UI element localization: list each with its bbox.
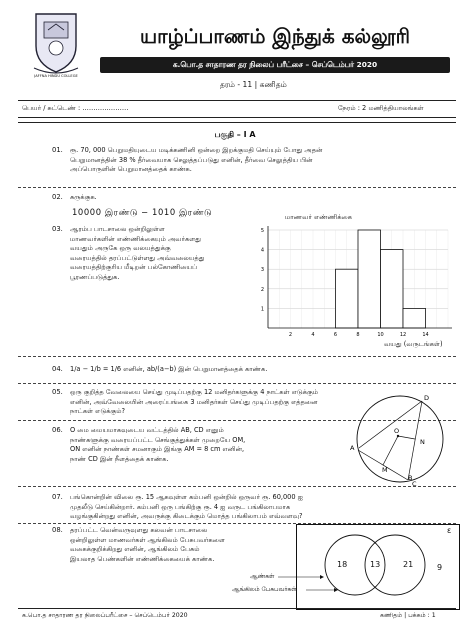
- venn-label-english: ஆங்கிலம் பேசுபவர்கள்: [232, 586, 297, 593]
- question-2-number: 02.: [52, 193, 63, 201]
- circle-point-label: A: [350, 444, 355, 452]
- q6-line: நாண் CD இன் நீளத்தைக் காண்க.: [70, 454, 169, 463]
- q7-line: முதலீடு செய்கின்றார். கம்பனி ஒரு பங்கிற்கு ரூ. 4 ஐ வருட பங்கிலாபமாக: [70, 502, 291, 511]
- q6-line: O மை மையமாகவுடைய வட்டத்தில் AB, CD எனும்: [70, 426, 224, 434]
- q5-line: எனின், அவ்வேலையின் அரைப்பங்கை 3 மனிதர்கள் செய்து முடிப்பதற்கு எத்தனை: [70, 397, 318, 406]
- footer-left: க.பொ.த சாதாரண தர நிலைப்பரீட்சை – செப்டெம்பர் 2020: [22, 612, 188, 619]
- venn-universal-symbol: ε: [447, 526, 452, 535]
- histogram-bar: [403, 308, 426, 328]
- histogram-bar: [336, 269, 359, 328]
- question-2-text: சுருக்குக.: [70, 193, 97, 201]
- histogram-title: மாணவர் எண்ணிக்கை: [285, 213, 353, 221]
- question-5-number: 05.: [52, 388, 63, 396]
- q8-line: தரப்பட்ட வென்வருவுளது கலவன் பாடசாலை: [70, 526, 208, 534]
- college-name: யாழ்ப்பாணம் இந்துக் கல்லூரி: [139, 24, 411, 48]
- q8-line: வகைக்குறிக்கிறது எனின், ஆங்கிலம் பேசும்: [70, 545, 200, 554]
- exam-banner-text: க.பொ.த சாதாரண தர நிலைப் பரீட்சை – செப்டெம்பர் 2020: [172, 60, 378, 69]
- question-4-number: 04.: [52, 365, 63, 373]
- histogram: [252, 222, 462, 340]
- q7-line: வழங்குகின்றது எனின், அவருக்கு கிடைக்கும் மொத்த பங்கிலாபம் எவ்வளவு?: [70, 512, 303, 521]
- exam-banner: [100, 57, 450, 73]
- circle-point-label: M: [382, 466, 388, 474]
- question-8-text: [70, 526, 290, 564]
- question-4-text: 1/a − 1/b = 1/6 எனின், ab/(a−b) இன் பெறுமானத்தைக் காண்க.: [70, 365, 268, 373]
- histogram-y-tick: 1: [260, 306, 264, 313]
- histogram-x-tick: 12: [399, 332, 407, 338]
- question-8-number: 08.: [52, 526, 63, 534]
- venn-outside-value: 9: [437, 563, 443, 572]
- q6-line: ON எனின் நாண்கள் சமனாகும் இங்கு AM = 8 cm எனின்,: [70, 445, 245, 454]
- venn-label-boys: ஆண்கள்: [250, 573, 275, 580]
- histogram-x-tick: 2: [288, 332, 293, 338]
- q3-line: ஆரம்ப பாடசாலை ஒன்றிலுள்ள: [70, 225, 165, 233]
- venn-diagram: [296, 524, 460, 610]
- histogram-x-tick: 14: [422, 332, 429, 338]
- histogram-y-tick: 3: [260, 267, 264, 274]
- q8-line: இயலாத பெண்களின் எண்ணிக்கையைக் காண்க.: [70, 554, 215, 563]
- question-6-text: [70, 426, 310, 464]
- part-title: பகுதி – I A: [214, 130, 256, 139]
- question-7-number: 07.: [52, 493, 63, 501]
- q3-line: மாணவர்களின் எண்ணிக்கையும் அவர்களது: [70, 234, 201, 243]
- venn-left-value: 18: [337, 560, 348, 569]
- question-3-text: [70, 225, 230, 283]
- q1-line: ரூ. 70, 000 பெறுமதியுடைய மடிக்கணினி ஒன்றை இறக்குமதி செய்யும் போது அதன்: [70, 146, 323, 154]
- college-crest: [30, 6, 82, 78]
- q8-line: ஒன்றிலுள்ள மாணவர்கள் ஆங்கிலம் பேசுபவர்களை: [70, 535, 225, 544]
- q5-line: நாட்கள் எடுக்கும்?: [70, 407, 126, 416]
- question-1-text: [70, 146, 450, 175]
- histogram-bar: [381, 250, 404, 328]
- venn-middle-value: 13: [370, 560, 381, 569]
- histogram-x-tick: 4: [311, 332, 315, 338]
- histogram-y-tick: 5: [260, 228, 264, 234]
- crest-motto: JAFFNA HINDU COLLEGE: [34, 74, 78, 78]
- histogram-x-tick: 10: [377, 332, 384, 338]
- circle-point-label: N: [420, 438, 425, 446]
- circle-figure: [338, 392, 462, 486]
- histogram-x-tick: 8: [356, 332, 360, 338]
- time-label: நேரம் : 2 மணித்தியாலங்கள்: [338, 104, 424, 112]
- q1-line: பெறுமானத்தின் 38 % தீர்வையாக செலுத்தப்படுது எனின், தீர்வை செலுத்திய பின்: [70, 155, 313, 164]
- q3-line: வயதும் அருகே ஒரு வலயத்துக்கு: [70, 244, 171, 253]
- q3-line: வரையத்திற்குரிய மீடிறன் பல்கோணியைப்: [70, 263, 197, 272]
- venn-right-value: 21: [403, 560, 414, 569]
- q6-line: நாண்களுக்கு வரையப்பட்ட செங்குத்துக்கள் முறையே OM,: [70, 435, 246, 444]
- q5-line: ஒரு குறித்த வேலையை செய்து முடிப்பதற்கு 12 மனிதர்களுக்கு 4 நாட்கள் எடுக்கும்: [70, 388, 319, 396]
- q3-line: வரையத்தில் தரப்பட்டுள்ளது அவ்வலையத்து: [70, 253, 205, 262]
- grade-subject: தரம் - 11 | கணிதம்: [220, 80, 287, 89]
- circle-point-label: B: [408, 474, 413, 482]
- q7-line: பங்கொன்றின் விலை ரூ. 15 ஆகவுள்ள கம்பனி ஒன்றில் ஒருவர் ரூ. 60,000 ஐ: [70, 493, 303, 501]
- question-7-text: [70, 493, 455, 522]
- footer-right: கணிதம் | பக்கம் : 1: [380, 612, 436, 619]
- q3-line: பூரணப்படுத்துக.: [70, 272, 120, 281]
- histogram-y-tick: 2: [260, 286, 264, 293]
- histogram-xlabel: வயது (வருடங்கள்): [384, 340, 443, 348]
- histogram-y-tick: 4: [260, 247, 264, 254]
- histogram-bar: [358, 230, 381, 328]
- question-2-expression: 10000 இரண்டு − 1010 இரண்டு: [72, 207, 213, 217]
- circle-point-label: O: [394, 427, 400, 435]
- q1-line: அப்பொருளின் பெறுமானத்தைக் காண்க.: [70, 165, 192, 174]
- circle-point-label: D: [424, 394, 430, 402]
- question-3-number: 03.: [52, 225, 63, 233]
- histogram-x-tick: 6: [333, 332, 338, 338]
- question-6-number: 06.: [52, 426, 63, 434]
- circle-point-label: C: [412, 480, 417, 486]
- name-label: பெயர் / சுட்டெண் : …………………: [22, 104, 129, 112]
- question-1-number: 01.: [52, 146, 63, 154]
